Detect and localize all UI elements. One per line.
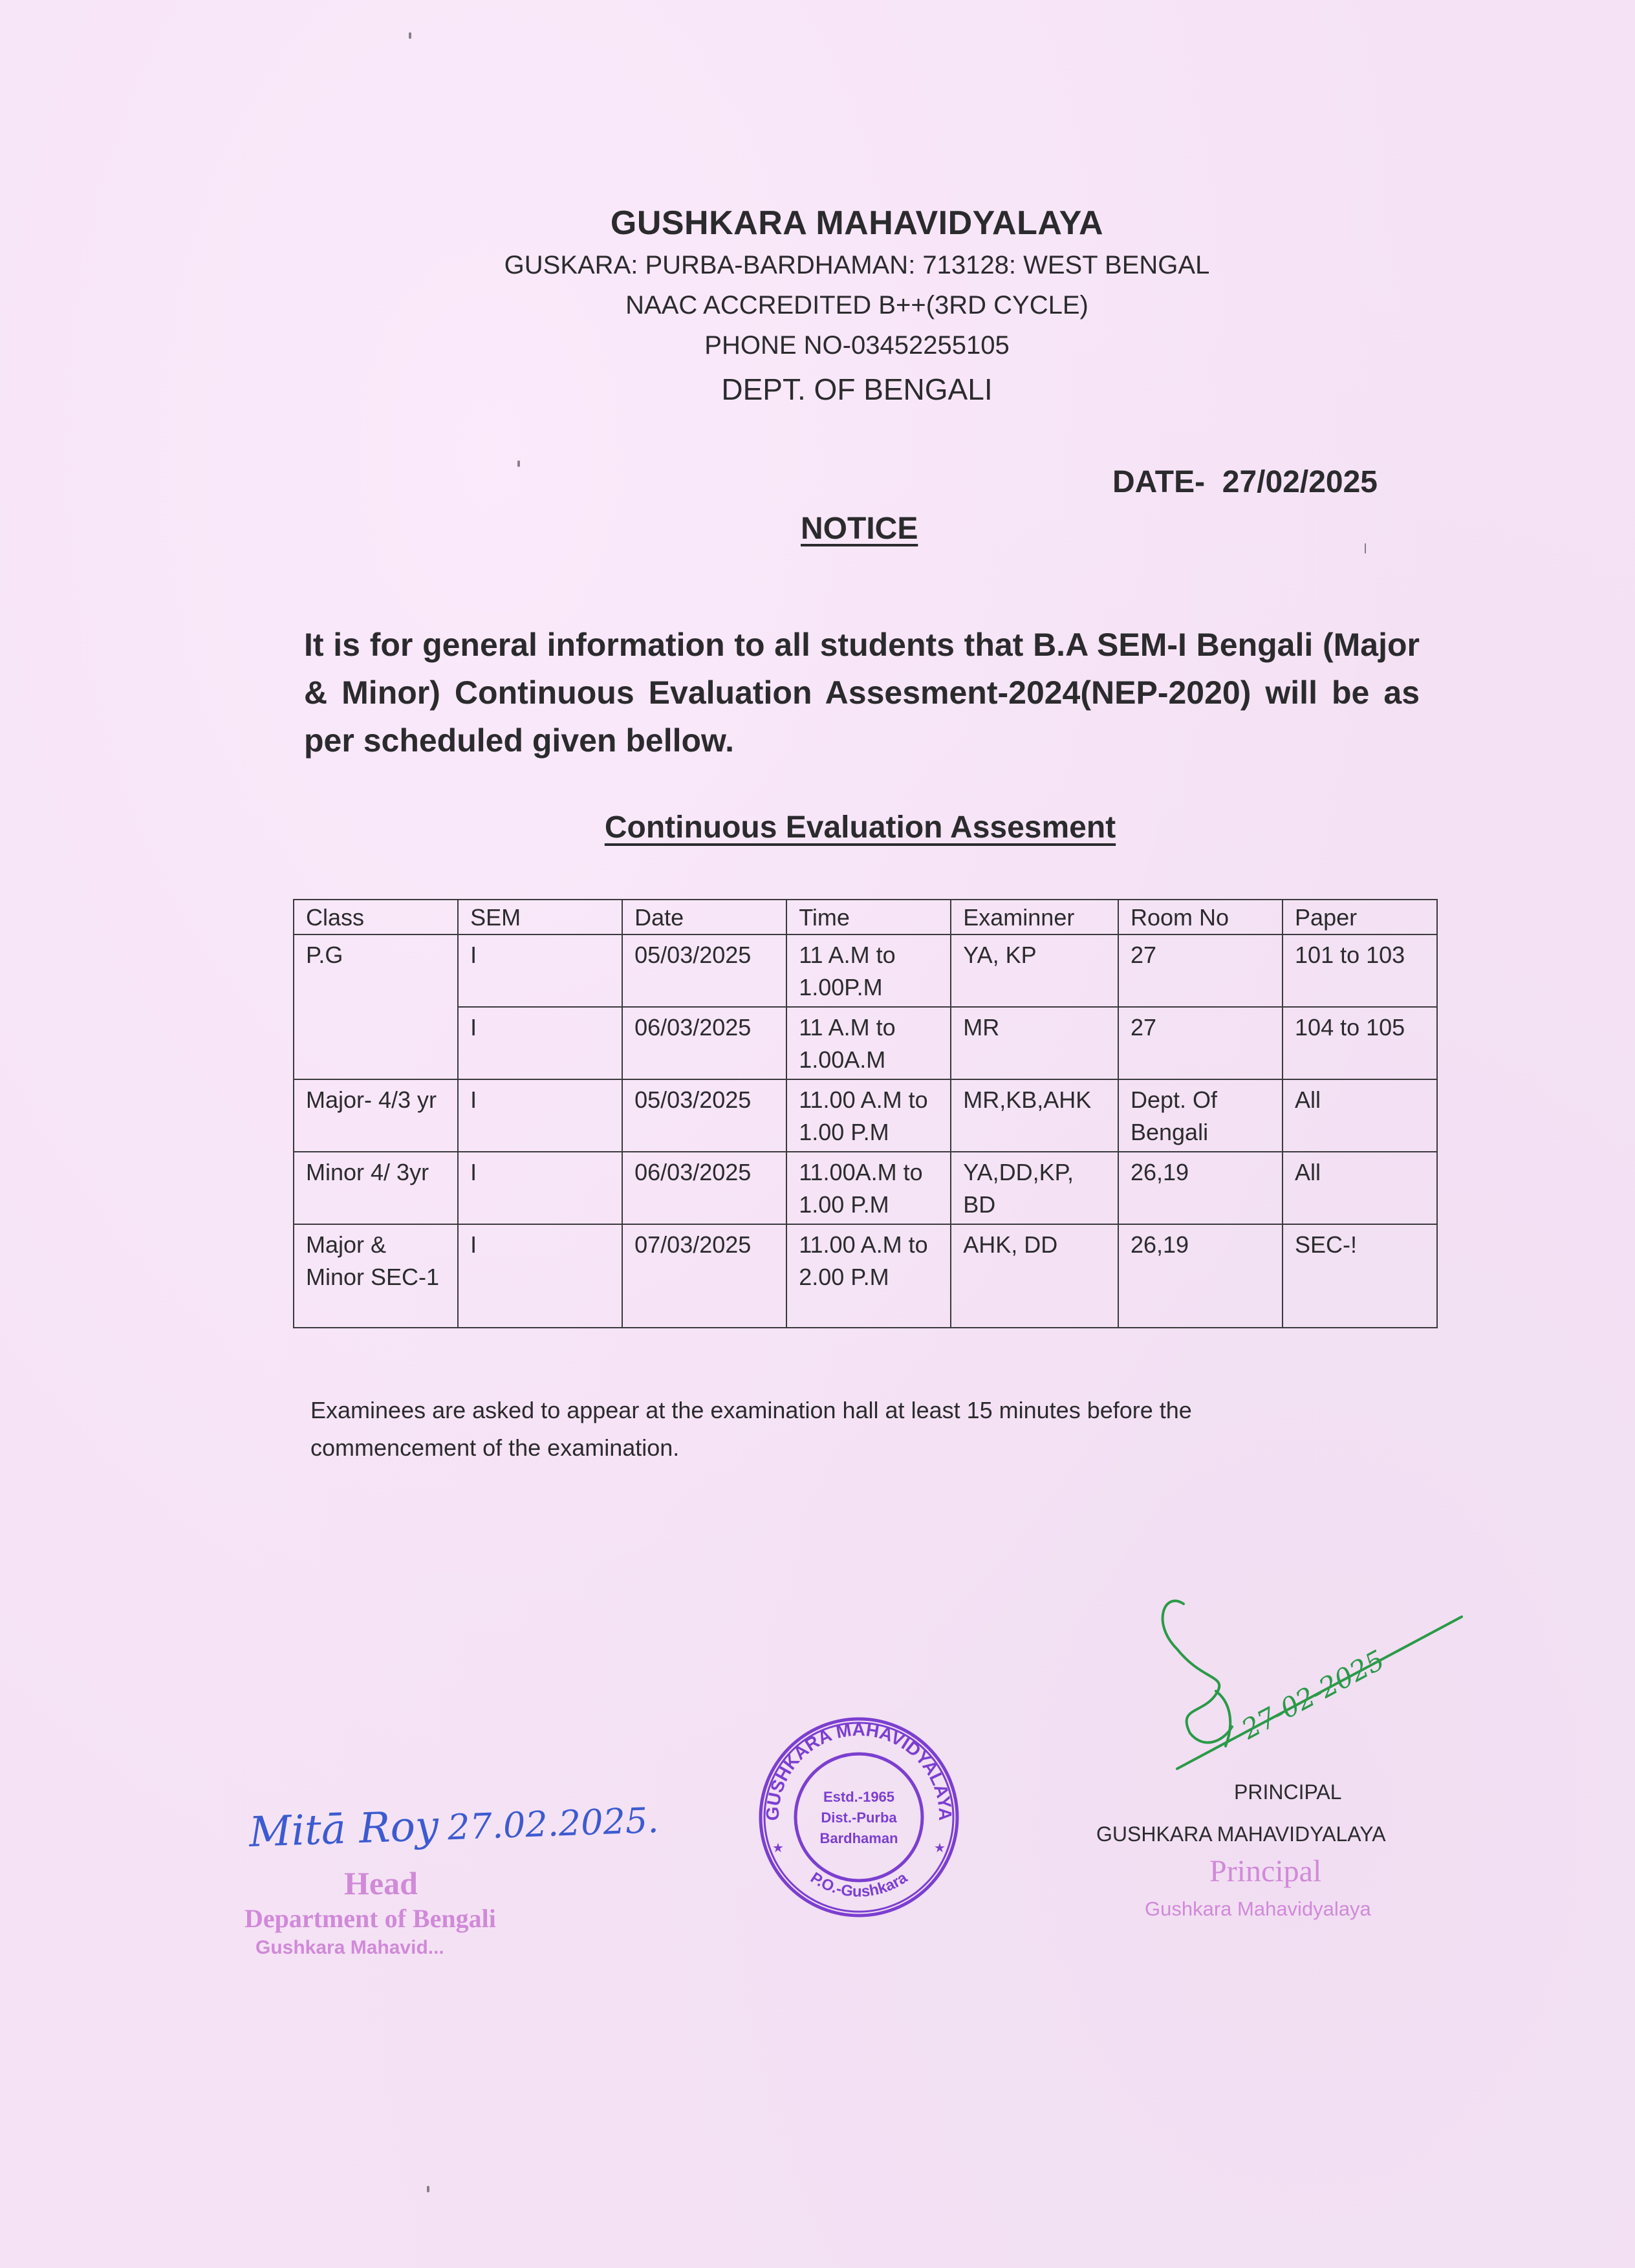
column-header-sem: SEM	[458, 900, 622, 934]
table-header-row	[294, 900, 1437, 934]
examinee-instruction: Examinees are asked to appear at the examination hall at least 15 minutes before the commencement of the examination.	[310, 1397, 1192, 1461]
college-address: GUSKARA: PURBA-BARDHAMAN: 713128: WEST BENGAL	[504, 251, 1210, 279]
table-row	[294, 1007, 1437, 1079]
notice-title: NOTICE	[801, 512, 918, 546]
cell-date: 05/03/2025	[622, 934, 786, 1007]
seal-star-icon: ★	[934, 1841, 946, 1855]
cell-paper: 104 to 105	[1283, 1007, 1437, 1079]
cell-time: 11.00 A.M to 2.00 P.M	[786, 1224, 951, 1328]
principal-signature-date: 27-02-2025	[1236, 1643, 1390, 1745]
hod-stamp-department: Department of Bengali	[244, 1904, 496, 1933]
cell-class: Major- 4/3 yr	[294, 1079, 458, 1152]
cell-time: 11.00 A.M to 1.00 P.M	[786, 1079, 951, 1152]
cell-class: P.G	[294, 934, 458, 1079]
cell-room: 26,19	[1118, 1152, 1283, 1224]
cell-sem: I	[458, 1152, 622, 1224]
principal-stamp-college: Gushkara Mahavidyalaya	[1145, 1897, 1371, 1920]
cell-date: 05/03/2025	[622, 1079, 786, 1152]
column-header-time: Time	[786, 900, 951, 934]
schedule-title-wrap	[0, 810, 1635, 845]
table-row	[294, 1079, 1437, 1152]
college-name: GUSHKARA MAHAVIDYALAYA	[610, 204, 1104, 242]
cell-paper: All	[1283, 1152, 1437, 1224]
cell-room: Dept. Of Bengali	[1118, 1079, 1283, 1152]
seal-star-icon: ★	[772, 1841, 784, 1855]
college-seal-stamp	[755, 1714, 962, 1921]
hod-signature-name: Mitā Roy	[248, 1802, 440, 1857]
accreditation: NAAC ACCREDITED B++(3RD CYCLE)	[625, 291, 1088, 319]
principal-signature	[1138, 1578, 1475, 1772]
cell-class: Minor 4/ 3yr	[294, 1152, 458, 1224]
column-header-examiner: Examinner	[951, 900, 1118, 934]
cell-time: 11 A.M to 1.00A.M	[786, 1007, 951, 1079]
cell-room: 26,19	[1118, 1224, 1283, 1328]
table-row	[294, 1224, 1437, 1328]
cell-sem: I	[458, 1007, 622, 1079]
principal-stamp-title: Principal	[1209, 1854, 1322, 1888]
seal-established: Estd.-1965	[823, 1789, 895, 1805]
scan-speck	[517, 460, 520, 467]
cell-date: 07/03/2025	[622, 1224, 786, 1328]
cell-sem: I	[458, 1079, 622, 1152]
principal-college-name: GUSHKARA MAHAVIDYALAYA	[1096, 1822, 1386, 1846]
cell-time: 11 A.M to 1.00P.M	[786, 934, 951, 1007]
schedule-table	[293, 899, 1438, 1328]
column-header-class: Class	[294, 900, 458, 934]
notice-body: It is for general information to all students that B.A SEM-I Bengali (Major & Minor) Continuous Evaluation Assesment-2024(NEP-2020) will be as per scheduled given bellow.	[304, 627, 1420, 759]
seal-bottom-text: P.O.-Gushkara	[807, 1868, 911, 1901]
scan-speck	[1365, 543, 1366, 554]
cell-sem: I	[458, 1224, 622, 1328]
cell-examiner: YA, KP	[951, 934, 1118, 1007]
seal-outer-text: GUSHKARA MAHAVIDYALAYA	[762, 1719, 956, 1821]
scan-speck	[409, 32, 411, 39]
column-header-paper: Paper	[1283, 900, 1437, 934]
cell-paper: SEC-!	[1283, 1224, 1437, 1328]
cell-room: 27	[1118, 934, 1283, 1007]
column-header-date: Date	[622, 900, 786, 934]
schedule-title: Continuous Evaluation Assesment	[604, 810, 1116, 845]
cell-examiner: MR,KB,AHK	[951, 1079, 1118, 1152]
cell-room: 27	[1118, 1007, 1283, 1079]
notice-date: DATE- 27/02/2025	[1112, 465, 1378, 499]
table-row	[294, 934, 1437, 1007]
table-row	[294, 1152, 1437, 1224]
seal-location: Bardhaman	[819, 1830, 898, 1846]
cell-examiner: AHK, DD	[951, 1224, 1118, 1328]
cell-examiner: YA,DD,KP, BD	[951, 1152, 1118, 1224]
cell-date: 06/03/2025	[622, 1152, 786, 1224]
hod-signature-date: 27.02.2025.	[447, 1799, 660, 1848]
column-header-room: Room No	[1118, 900, 1283, 934]
seal-district: Dist.-Purba	[821, 1809, 897, 1826]
cell-paper: All	[1283, 1079, 1437, 1152]
department-name: DEPT. OF BENGALI	[721, 373, 993, 406]
cell-class: Major & Minor SEC-1	[294, 1224, 458, 1328]
cell-time: 11.00A.M to 1.00 P.M	[786, 1152, 951, 1224]
scan-speck	[427, 2186, 429, 2192]
cell-sem: I	[458, 934, 622, 1007]
hod-stamp-college: Gushkara Mahavid...	[255, 1937, 444, 1958]
cell-paper: 101 to 103	[1283, 934, 1437, 1007]
cell-date: 06/03/2025	[622, 1007, 786, 1079]
hod-stamp-title: Head	[344, 1865, 418, 1901]
principal-label: PRINCIPAL	[1234, 1780, 1342, 1804]
phone-number: PHONE NO-03452255105	[704, 331, 1010, 360]
signature-stroke	[1163, 1601, 1232, 1742]
cell-examiner: MR	[951, 1007, 1118, 1079]
